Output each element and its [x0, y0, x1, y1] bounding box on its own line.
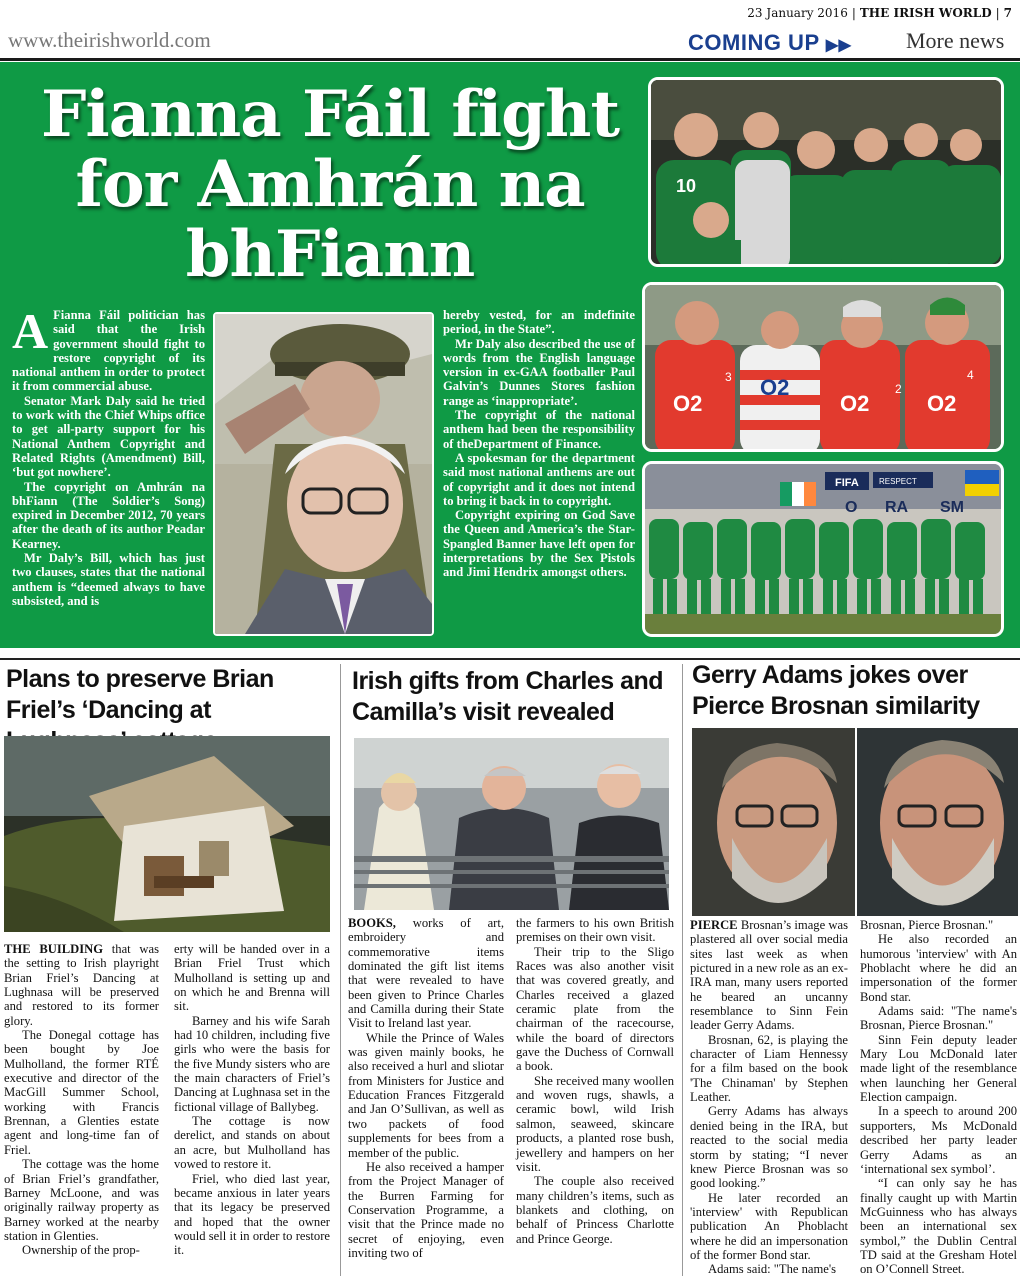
photo-illustration: [354, 738, 669, 910]
friel-headline[interactable]: Plans to preserve Brian Friel’s ‘Dancing at: [6, 665, 274, 724]
photo-illustration: [645, 285, 1001, 449]
paragraph: the farmers to his own British premises on their own visit.: [516, 916, 674, 945]
paragraph: works of art, embroidery and commemorative items dominated the gift list items that were revealed to have been given to Prince Charles and Camilla during their State Visit to Ireland last year.: [348, 916, 504, 1031]
paragraph: Fianna Fáil politician has said that the Irish government should fight to restore copyright of its national anthem in order to protect it from commercial abuse.: [12, 308, 205, 394]
paragraph: The copyright of the national anthem had been the responsibility of theDepartment of Finance.: [443, 408, 635, 451]
friel-column-2: [174, 942, 330, 1258]
sponsor-logo: O2: [673, 391, 703, 416]
paragraph: While the Prince of Wales was given mainly books, he also received a hurl and sliotar from Ministers for Justice and Education Frances Fitzgerald and Jan O’Sullivan, as well as two packets of food supplements for bees from a member of the public.: [348, 1030, 504, 1160]
double-chevron-icon: ▶▶: [825, 37, 852, 54]
cork-hurlers-photo: [642, 282, 1004, 452]
shirt-number: 3: [725, 370, 732, 384]
photo-illustration: [651, 80, 1001, 264]
paragraph: The Donegal cottage has been bought by Joe Mulholland, the former RTÉ executive and director of the MacGill Summer School, working with Francis Brennan, a Glenties estate agent and long-time fan of Friel.: [4, 1028, 159, 1157]
photo-illustration: [215, 314, 432, 634]
lead-in: BOOKS,: [348, 916, 396, 930]
president-salute-photo: [213, 312, 434, 636]
charles-column-1: [348, 916, 504, 1260]
column-divider: [682, 664, 683, 1276]
lead-in: PIERCE: [690, 918, 738, 932]
paragraph: He also recorded an humorous 'interview' with An Phoblacht where he did an impersonation of the former Bond star.: [860, 932, 1017, 1004]
column-divider: [340, 664, 341, 1276]
paragraph: that was the setting to Irish playright Brian Friel’s Dancing at Lughnasa will be preserved and restored to its former glory.: [4, 942, 159, 1028]
paragraph: Their trip to the Sligo Races was also another visit that was covered greatly, and Charles received a glazed ceramic plate from the chairman of the racecourse, while the board of directors gave the Duchess of Cornwall a book.: [516, 944, 674, 1074]
paragraph: He also received a hamper from the Project Manager of the Burren Farming for Conservation Programme, a visit that the Prince made no secret of enjoying, even inviting two of: [348, 1159, 504, 1260]
paragraph: hereby vested, for an indefinite period, in the State”.: [443, 308, 635, 337]
charles-headline[interactable]: Irish gifts from Charles and Camilla’s visit revealed: [352, 667, 664, 726]
paragraph: She received many woollen and woven rugs, shawls, a ceramic bowl, wild Irish salmon, seaweed, skincare products, a planted rose bush, jewellery and hampers on her visit.: [516, 1073, 674, 1174]
paragraph: The couple also received many children’s items, such as blankets and clothing, on behalf of Princess Charlotte and Prince George.: [516, 1174, 674, 1246]
womens-team-photo: [642, 461, 1004, 637]
headline-line: for Amhrán na: [75, 147, 585, 222]
banner-text: RESPECT: [879, 477, 917, 486]
banner-text: RA: [885, 499, 909, 516]
paragraph: A spokesman for the department said most national anthems are out of copyright and it does not intend to bring it back in to copyright.: [443, 450, 635, 508]
adams-column-1: [690, 918, 848, 1277]
photo-illustration: [4, 736, 330, 932]
sponsor-logo: O2: [760, 375, 790, 400]
paragraph: The cottage is now derelict, and stands on about an acre, but Mulholland has vowed to restore it.: [174, 1114, 330, 1172]
photo-illustration: [645, 464, 1001, 634]
paragraph: Senator Mark Daly said he tried to work with the Chief Whips office to get all-party support for his National Anthem Copyright and Related Rights (Amendment) Bill, ‘but got nowhere’.: [12, 393, 205, 480]
shirt-number: 4: [967, 368, 974, 382]
lead-column-2: [443, 308, 635, 580]
paragraph: Adams said: "The name's Brosnan, Pierce Brosnan.": [860, 1004, 1017, 1033]
site-url[interactable]: www.theirishworld.com: [8, 28, 211, 52]
friel-column-1: [4, 942, 159, 1258]
banner-text: O: [845, 499, 858, 516]
paragraph: Gerry Adams has always denied being in the IRA, but reacted to the social media storm by stating; “I never knew Pierce Brosnan was so good looking.”: [690, 1104, 848, 1191]
adams-brosnan-photo: [692, 728, 1018, 916]
coming-up-text: COMING UP: [688, 30, 820, 55]
paragraph: Brosnan, 62, is playing the character of Liam Hennessy for a film based on the book 'The Chinaman' by Stephen Leather.: [690, 1032, 848, 1105]
paragraph: Ownership of the prop-: [22, 1243, 140, 1258]
cottage-photo: [4, 736, 330, 932]
paragraph: In a speech to around 200 supporters, Ms McDonald described her party leader Gerry Adams as an ‘international sex symbol’.: [860, 1104, 1017, 1176]
page-number: 7: [1003, 6, 1012, 20]
paragraph: He later recorded an 'interview' with Republican publication An Phoblacht where he did an impersonation of the former Bond star.: [690, 1190, 848, 1262]
paragraph: Brosnan’s image was plastered all over social media sites last week as when pictured in a new role as an ex-IRA man, many users reported he beared an uncanny resemblance to Sinn Fein leader Gerry Adams.: [690, 918, 848, 1033]
paragraph: Barney and his wife Sarah had 10 children, including five girls who were the basis for the five Mundy sisters who are the main characters of Friel’s Dancing at Lughnasa set in the fictional village of Ballybeg.: [174, 1013, 330, 1114]
paragraph: Adams said: "The name's: [708, 1262, 837, 1277]
charles-column-2: [516, 916, 674, 1246]
photo-illustration: [692, 728, 1018, 916]
paragraph: Friel, who died last year, became anxious in later years that its legacy be preserved and hoped that the owner would sell it in order to restore it.: [174, 1171, 330, 1258]
headline-line: Fianna Fáil fight: [40, 77, 620, 152]
adams-headline[interactable]: Gerry Adams jokes over Pierce Brosnan similarity: [692, 661, 980, 720]
paragraph: Mr Daly also described the use of words from the English language version in ex-GAA footballer Paul Galvin’s Dunnes Stores fashion range as ‘inappropriate’.: [443, 336, 635, 408]
lead-column-1: [12, 303, 205, 608]
paragraph: Mr Daly’s Bill, which has just two clauses, states that the national anthem is “deemed always to have subsisted, and is: [12, 551, 205, 608]
issue-date: 23 January 2016: [747, 6, 848, 20]
shirt-number: 10: [676, 176, 697, 196]
more-news-label[interactable]: More news: [906, 28, 1005, 53]
paragraph: “I can only say he has finally caught up with Martin McGuinness who has always been an international sex symbol,” the Dublin Central TD said at the Gresham Hotel on O’Connell Street.: [860, 1176, 1017, 1277]
coming-up-label[interactable]: [688, 30, 851, 56]
sponsor-logo: O2: [840, 391, 870, 416]
header-rule: [0, 58, 1020, 61]
sponsor-logo: O2: [927, 391, 957, 416]
paragraph: erty will be handed over in a Brian Friel Trust which Mulholland is setting up and on which he and Brenna will sit.: [174, 942, 330, 1014]
drop-cap: A: [12, 303, 49, 359]
banner-text: FIFA: [835, 477, 859, 489]
paragraph: Copyright expiring on God Save the Queen and America’s the Star-Spangled Banner have left open for interpretations by the Sex Pistols and Jimi Hendrix amongst others.: [443, 508, 635, 580]
lead-in: THE BUILDING: [4, 942, 104, 956]
banner-text: SM: [940, 499, 964, 516]
paragraph: Sinn Fein deputy leader Mary Lou McDonald later made light of the resemblance when launching her General Election campaign.: [860, 1032, 1017, 1105]
lead-headline: [20, 77, 640, 292]
page-header: 23 January 2016 | THE IRISH WORLD | 7: [747, 6, 1012, 20]
paper-name: THE IRISH WORLD: [859, 6, 992, 20]
paragraph: Brosnan, Pierce Brosnan.": [860, 918, 994, 932]
headline-line: bhFiann: [185, 217, 475, 292]
paragraph: The cottage was the home of Brian Friel’s grandfather, Barney McLoone, and was originally railway property as Barney worked at the nearby station in Glenties.: [4, 1157, 159, 1243]
paragraph: The copyright on Amhrán na bhFiann (The Soldier’s Song) expired in December 2012, 70 years after the death of its author Peadar Kearney.: [12, 479, 205, 551]
shirt-number: 2: [895, 382, 902, 396]
adams-column-2: [860, 918, 1017, 1277]
royal-visit-photo: [354, 738, 669, 910]
ireland-team-anthem-photo: [648, 77, 1004, 267]
